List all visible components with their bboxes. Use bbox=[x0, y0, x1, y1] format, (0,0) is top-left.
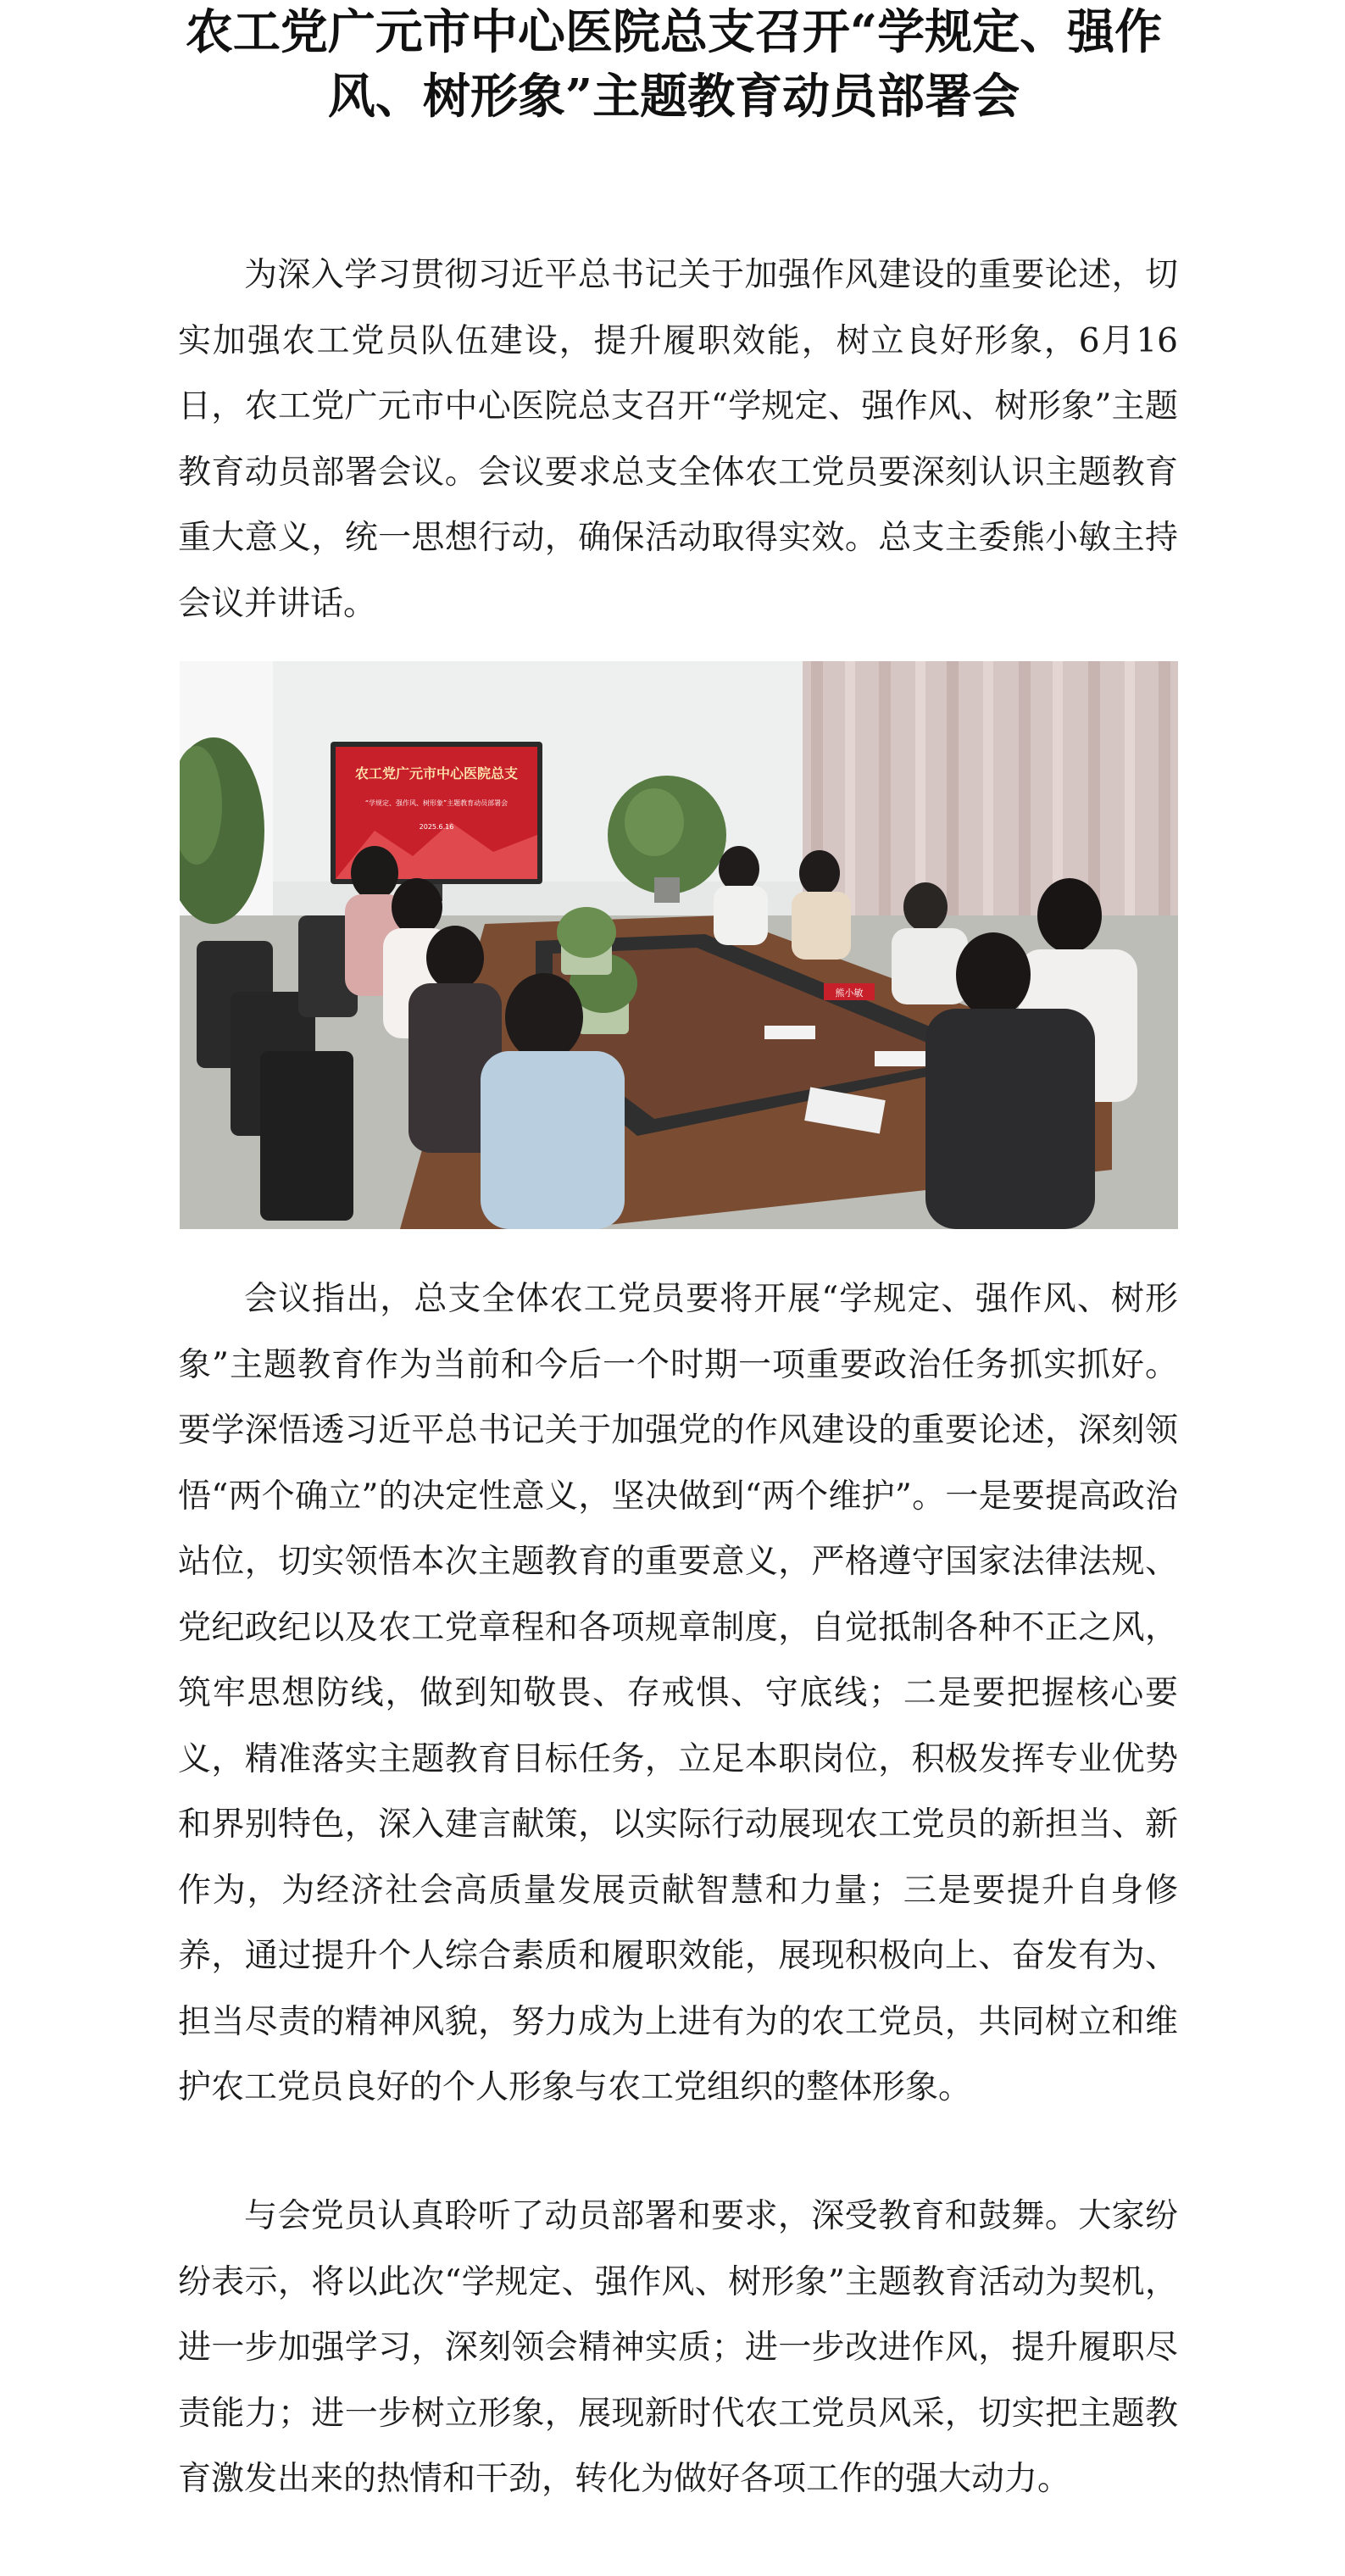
paragraph-intro: 为深入学习贯彻习近平总书记关于加强作风建设的重要论述，切实加强农工党员队伍建设，提升履职效能，树立良好形象，6月16日，农工党广元市中心医院总支召开“学规定、强作风、树形象”主题教育动员部署会议。会议要求总支全体农工党员要深刻认识主题教育重大意义，统一思想行动，确保活动取得实效。总支主委熊小敏主持会议并讲话。 bbox=[178, 256, 1178, 623]
photo-curtain bbox=[803, 661, 1178, 941]
meeting-photo bbox=[180, 661, 1178, 1229]
screen-date: 2025.6.16 bbox=[419, 823, 454, 831]
paragraph-body: 会议指出，总支全体农工党员要将开展“学规定、强作风、树形象”主题教育作为当前和今后一个时期一项重要政治任务抓实抓好。要学深悟透习近平总书记关于加强党的作风建设的重要论述，深刻领悟“两个确立”的决定性意义，坚决做到“两个维护”。一是要提高政治站位，切实领悟本次主题教育的重要意义，严格遵守国家法律法规、党纪政纪以及农工党章程和各项规章制度，自觉抵制各种不正之风，筑牢思想防线，做到知敬畏、存戒惧、守底线；二是要把握核心要义，精准落实主题教育目标任务，立足本职岗位，积极发挥专业优势和界别特色，深入建言献策，以实际行动展现农工党员的新担当、新作为，为经济社会高质量发展贡献智慧和力量；三是要提升自身修养，通过提升个人综合素质和履职效能，展现积极向上、奋发有为、担当尽责的精神风貌，努力成为上进有为的农工党员，共同树立和维护农工党员良好的个人形象与农工党组织的整体形象。 bbox=[178, 1280, 1178, 2106]
nameplate: 熊小敏 bbox=[835, 988, 864, 999]
paragraph-closing: 与会党员认真聆听了动员部署和要求，深受教育和鼓舞。大家纷纷表示，将以此次“学规定、强作风、树形象”主题教育活动为契机，进一步加强学习，深刻领会精神实质；进一步改进作风，提升履职尽责能力；进一步树立形象，展现新时代农工党员风采，切实把主题教育激发出来的热情和干劲，转化为做好各项工作的强大动力。 bbox=[178, 2197, 1178, 2498]
screen-title: 农工党广元市中心医院总支 bbox=[354, 765, 519, 782]
screen-subtitle: “学规定、强作风、树形象”主题教育动员部署会 bbox=[364, 799, 509, 807]
article-title: 农工党广元市中心医院总支召开“学规定、强作风、树形象”主题教育动员部署会 bbox=[185, 4, 1163, 125]
